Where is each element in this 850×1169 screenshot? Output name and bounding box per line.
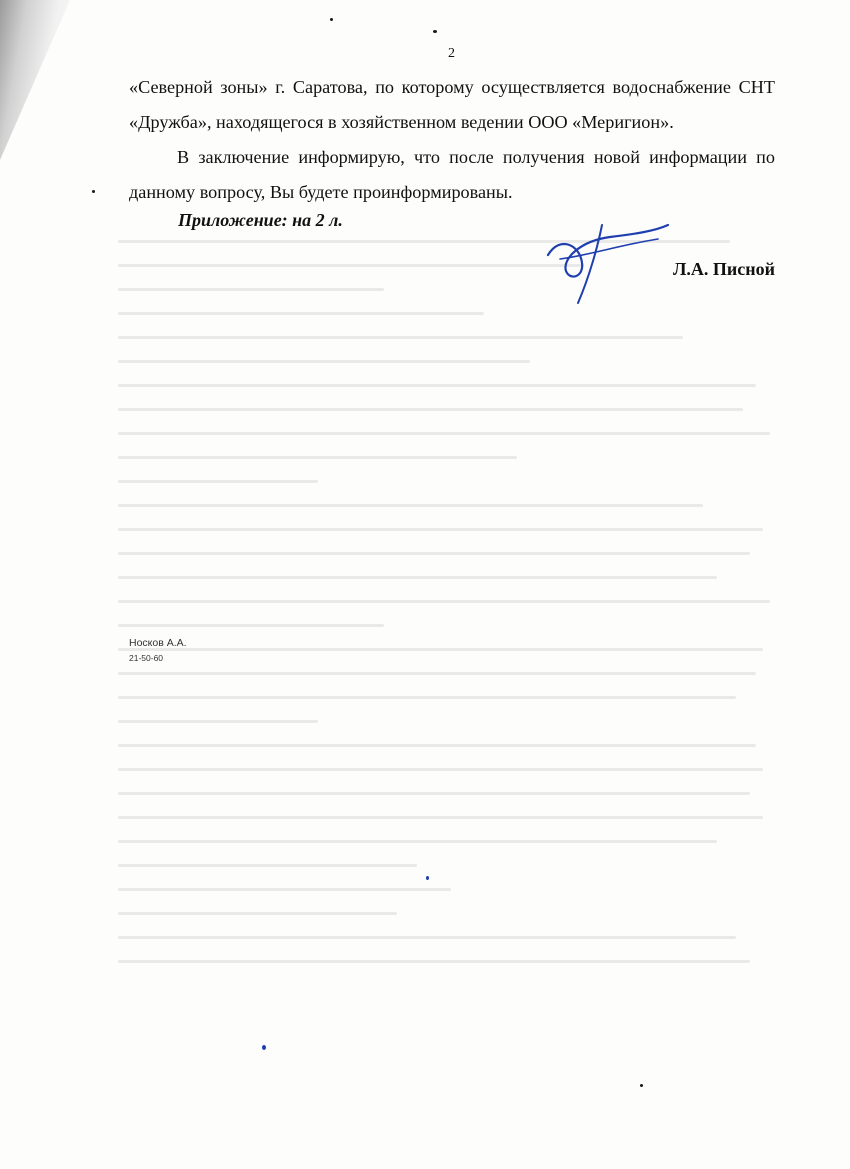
body-paragraph-1: «Северной зоны» г. Саратова, по которому осуществляется водоснабжение СНТ «Дружба», находящегося в хозяйственном ведении ООО «Меригион».	[129, 77, 775, 132]
scan-speck	[426, 876, 429, 880]
letter-body	[129, 70, 775, 210]
executor-phone: 21-50-60	[129, 653, 164, 663]
handwritten-signature	[540, 215, 670, 310]
scan-speck	[330, 18, 333, 21]
scan-speck	[92, 190, 95, 193]
scan-speck	[640, 1084, 643, 1087]
signer-name: Л.А. Писной	[672, 259, 775, 279]
reverse-side-bleed-through	[118, 240, 783, 1120]
scan-speck	[433, 30, 437, 33]
executor-block	[129, 636, 187, 666]
page-curl-shadow	[0, 0, 70, 160]
appendix-note: Приложение: на 2 л.	[178, 210, 343, 230]
scan-speck	[262, 1045, 266, 1050]
body-paragraph-2: В заключение информирую, что после получения новой информации по данному вопросу, Вы будете проинформированы.	[129, 147, 775, 202]
executor-name: Носков А.А.	[129, 637, 187, 649]
page-number: 2	[448, 46, 455, 61]
